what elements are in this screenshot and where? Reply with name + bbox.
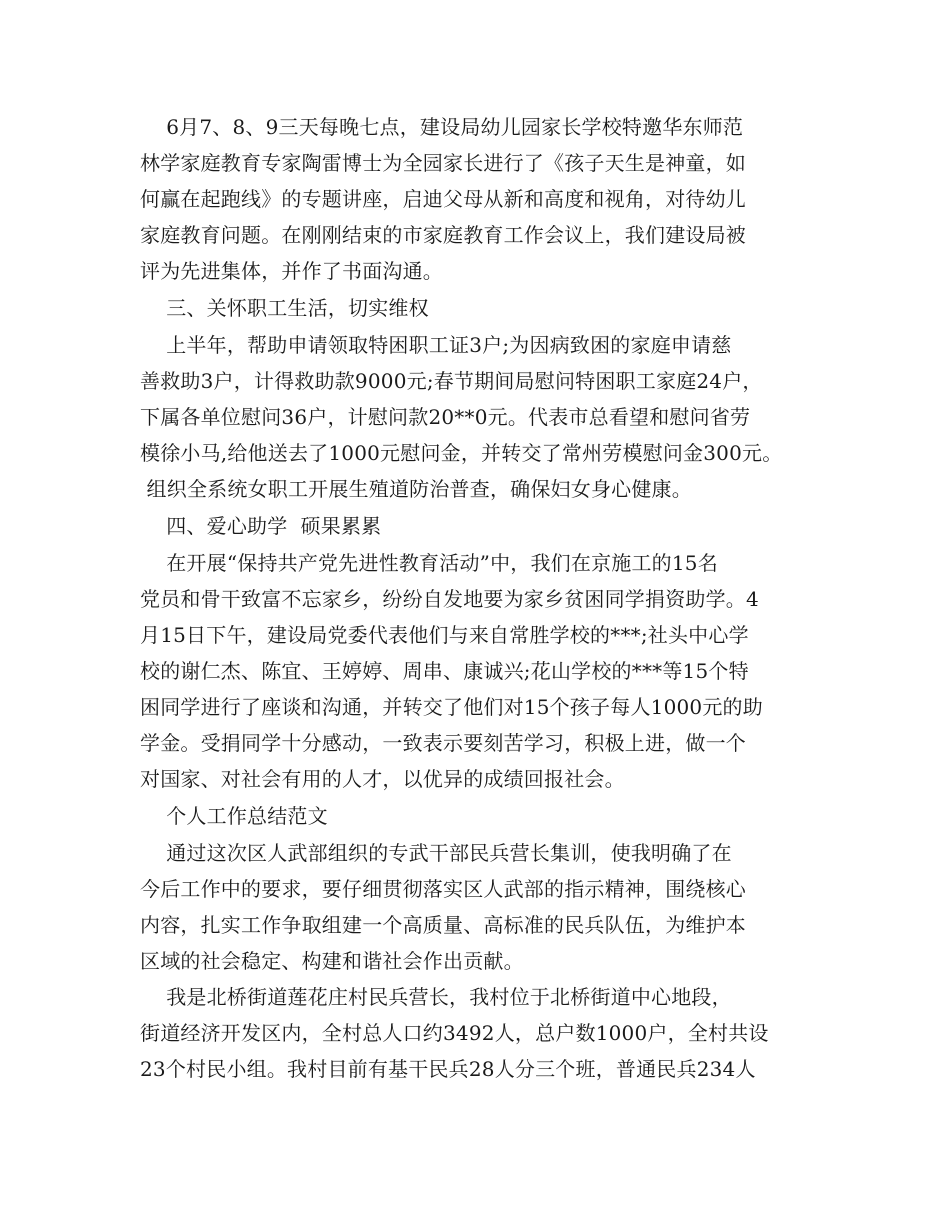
- paragraph-line: 下属各单位慰问36户，计慰问款20**0元。代表市总看望和慰问省劳: [140, 405, 751, 429]
- paragraph-line: 通过这次区人武部组织的专武干部民兵营长集训，使我明确了在: [140, 841, 732, 865]
- section-heading: 四、爱心助学 硕果累累: [140, 514, 382, 538]
- paragraph-line: 23个村民小组。我村目前有基干民兵28人分三个班，普通民兵234人: [140, 1057, 756, 1081]
- paragraph-line: 6月7、8、9三天每晚七点，建设局幼儿园家长学校特邀华东师范: [140, 115, 744, 139]
- paragraph-line: 模徐小马,给他送去了1000元慰问金，并转交了常州劳模慰问金300元。: [140, 441, 783, 465]
- paragraph-line: 善救助3户，计得救助款9000元;春节期间局慰问特困职工家庭24户，: [140, 369, 763, 393]
- paragraph-line: 何赢在起跑线》的专题讲座，启迪父母从新和高度和视角，对待幼儿: [140, 187, 746, 211]
- paragraph-line: 林学家庭教育专家陶雷博士为全园家长进行了《孩子天生是神童，如: [140, 151, 746, 175]
- paragraph-line: 组织全系统女职工开展生殖道防治普查，确保妇女身心健康。: [140, 477, 692, 501]
- paragraph-line: 上半年，帮助申请领取特困职工证3户;为因病致困的家庭申请慈: [140, 333, 732, 357]
- section-heading: 个人工作总结范文: [140, 804, 328, 828]
- paragraph-line: 内容，扎实工作争取组建一个高质量、高标准的民兵队伍，为维护本: [140, 913, 746, 937]
- paragraph-line: 街道经济开发区内，全村总人口约3492人，总户数1000户，全村共设: [140, 1021, 769, 1045]
- paragraph-line: 困同学进行了座谈和沟通，并转交了他们对15个孩子每人1000元的助: [140, 695, 763, 719]
- paragraph-line: 月15日下午，建设局党委代表他们与来自常胜学校的***;社头中心学: [140, 623, 749, 647]
- paragraph-line: 对国家、对社会有用的人才，以优异的成绩回报社会。: [140, 767, 625, 791]
- paragraph-line: 学金。受捐同学十分感动，一致表示要刻苦学习，积极上进，做一个: [140, 731, 746, 755]
- section-heading: 三、关怀职工生活，切实维权: [140, 296, 429, 320]
- paragraph-line: 家庭教育问题。在刚刚结束的市家庭教育工作会议上，我们建设局被: [140, 223, 746, 247]
- paragraph-line: 评为先进集体，并作了书面沟通。: [140, 259, 443, 283]
- paragraph-line: 我是北桥街道莲花庄村民兵营长，我村位于北桥街道中心地段，: [140, 985, 732, 1009]
- paragraph-line: 今后工作中的要求，要仔细贯彻落实区人武部的指示精神，围绕核心: [140, 877, 746, 901]
- paragraph-line: 校的谢仁杰、陈宜、王婷婷、周串、康诚兴;花山学校的***等15个特: [140, 659, 749, 683]
- paragraph-line: 区域的社会稳定、构建和谐社会作出贡献。: [140, 949, 524, 973]
- paragraph-line: 党员和骨干致富不忘家乡，纷纷自发地要为家乡贫困同学捐资助学。4: [140, 587, 759, 611]
- paragraph-line: 在开展“保持共产党先进性教育活动”中，我们在京施工的15名: [140, 551, 718, 575]
